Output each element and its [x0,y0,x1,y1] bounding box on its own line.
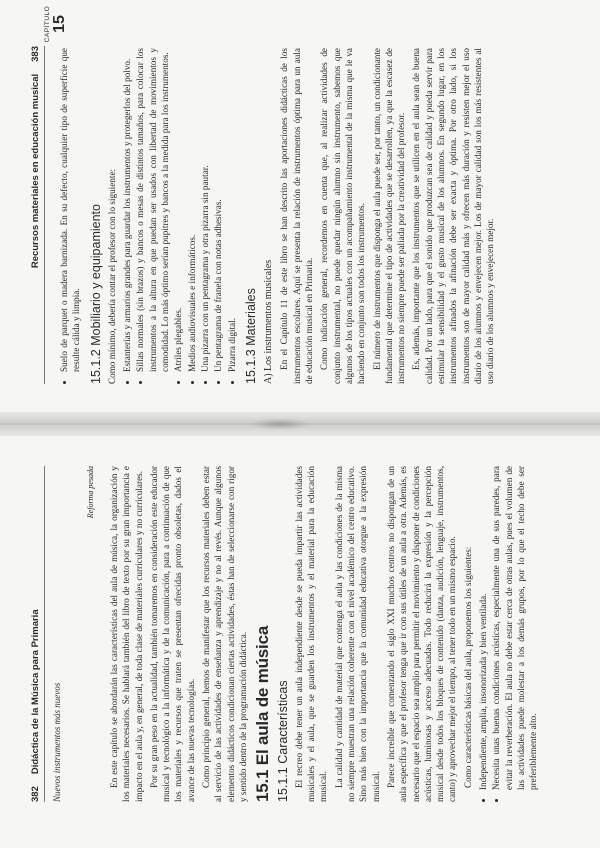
list-item: • Independiente, amplia, insonorizada y bien ventilada. [477,466,489,790]
subheading: A) Los instrumentos musicales [263,259,275,384]
chapter-marker [44,4,69,44]
subsection-title: 15.1.2 Mobiliario y equipamiento [88,204,103,384]
body-paragraph: El número de instrumentos que disponga el aula puede ser, por tanto, un condicionante fundamental que determine el tipo de actividades que se desarrollen, ya que la escasez de instrumentos no siempre puede ser paliada por la creatividad del profesor. [371,48,407,384]
right-column [58,48,500,384]
list-item: • Necesita unas buenas condiciones acústicas, especialmente una de sus paredes, para evitar la reverberación. El aula no debe estar cerca de otras aulas, pues el volumen de las actividades puede molestar a los demás grupos, por lo que el techo debe ser preferiblemente alto. [490,466,539,790]
chapter-number: 15 [51,15,68,33]
list-item: • Medios audiovisuales e informáticos. [186,48,198,372]
left-running-subtitle: Nuevos instrumentos más nuevos [52,682,62,802]
left-header-title: Didáctica de la Música para Primaria [30,609,41,775]
list-item: • Una pizarra con un pentagrama y otra pizarra sin pautar. [199,48,211,372]
body-paragraph: Es, además, importante que los instrumentos que se utilicen en el aula sean de buena calidad. Por un lado, para que el sonido que produzcan sea de calidad y pueda servir para estimular la sensibilidad y el gusto musical de los alumnos. En segundo lugar, en los instrumentos afinados la afinación debe ser exacta y óptima. Por otro lado, si los instrumentos son de mayor calidad más y ofrecen más duración y resisten mejor el uso diario de los alumnos y envejecen mejor. Los de mayor calidad son los más resistentes al uso diario de los alumnos y envejecen mejor. [411,48,496,384]
book-gutter [0,412,600,436]
gutter-shadow [250,418,310,430]
chapter-label: CAPÍTULO [44,5,51,43]
subsection-title: 15.1.3 Materiales [243,288,258,384]
right-page-number: 383 [30,46,41,62]
left-running-header [30,466,45,802]
list-item: • Suelo de parquet o madera barnizada. En su defecto, cualquier tipo de superficie que resulte cálida y limpia. [58,48,83,372]
left-side-note: Reforma pesada [86,466,95,519]
body-paragraph: La calidad y cantidad de material que contenga el aula y las condiciones de la misma no siempre muestran una relación coherente con el nivel académico del centro educativo. Sino más bien con la importancia que la comunidad educativa otorgue a la expresión musical. [333,466,381,802]
left-page [0,436,600,848]
right-page [0,0,600,412]
left-page-number: 382 [30,786,41,802]
right-header-title: Recursos materiales en educación musical [30,73,41,269]
body-paragraph: El recreo debe tener un aula independiente desde se pueda impartir las actividades musicales y el aula, que se guarden los instrumentos y el material para la educación musical. [293,466,329,802]
feature-list [477,466,539,802]
intro-paragraph: En este capítulo se abordarán las características del aula de música, la organización y los materiales necesarios. Se hablará también del libro de texto por su gran importancia e impacto en el aula y, en general, de toda clase de materiales curriculares y no curriculares. [109,466,144,802]
body-paragraph: Como mínimo, debería contar el profesor con lo siguiente: [106,168,117,384]
left-column [108,466,543,802]
right-running-header [30,46,45,384]
body-paragraph: Parece increíble que comenzando el siglo XXI muchos centros no dispongan de un aula específica y que el profesor tenga que ir con sus útiles de un aula a otra. Además, es necesario que el espacio sea amplio para permitir el movimiento y disponer de condiciones acústicas, luminosas y acceso adecuadas. Todo reducirá la expresión y la percepción musical desde todos los bloques de contenido (danza, audición, lenguaje, instrumentos, canto) y aprovechar mejor el tiempo, al tener todo en un mismo espacio. [385,466,458,802]
intro-paragraph: Como principio general, hemos de manifestar que los recursos materiales deben estar al servicio de las actividades de enseñanza y aprendizaje y no al revés. Aunque algunos elementos didácticos condicionan ciertas actividades, éstas han de seleccionarse con rigor y sentido dentro de la programación didáctica. [201,466,248,802]
intro-paragraph: Por su gran peso en la actualidad, también tomaremos en consideración este educador musical y tecnológico a la informática y de la comunicación, para a continuación de que los materiales y recursos que traten se presentan ofrecidas pronto obsoletas, dados el avance de las nuevas tecnologías. [148,466,196,802]
body-paragraph: Como características básicas del aula, proponemos los siguientes: [462,546,473,788]
body-paragraph: Como indicación general, recordemos en cuenta que, al realizar actividades de conjunto instrumental, no puede quedar ningún alumno sin instrumento, sabemos que algunos de los tipos actuales con un acompañamiento instrumental de la misma que le va haciendo en conjunto son todos los instrumentos. [319,48,367,384]
list-item: • Atriles plegables. [172,48,184,372]
subsection-title: 15.1.1 Características [275,680,290,802]
list-item: • Pizarra digital. [226,48,238,372]
body-paragraph: En el Capítulo 11 de este libro se han descrito las aportaciones didácticas de los instrumentos escolares. Aquí se presenta la relación de instrumentos óptima para un aula de educación musical en Primaria. [279,48,315,384]
equipment-list [121,48,238,384]
section-title: 15.1 El aula de música [253,625,273,802]
list-item: • Sillas normales (sin brazos) y bancos o mesas de distintos tamaños, para colocar los instrumentos a la altura en que puedan ser usados con libertad de movimientos y comodidad. Lo más óptimo serían pupitres y bancos a la medida para los instrumentos. [134,48,171,372]
list-item: • Un pentagrama de franela con notas adhesivas. [212,48,224,372]
floor-list [58,48,83,384]
list-item: • Estanterías y armarios grandes para guardar los instrumentos y protegerlos del polvo. [121,48,133,372]
